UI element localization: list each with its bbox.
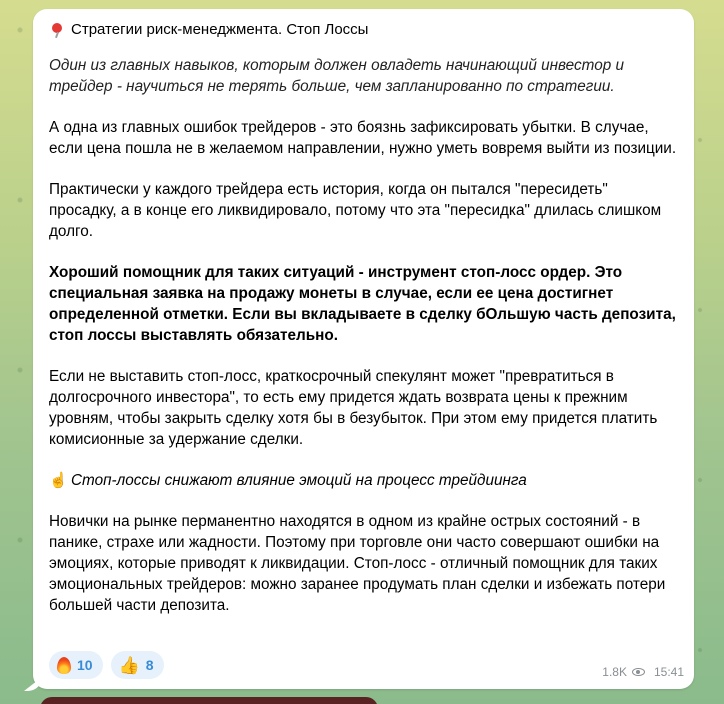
- eye-icon: [632, 668, 645, 676]
- reaction-thumbs-up[interactable]: [111, 651, 164, 679]
- pushpin-icon: [49, 22, 65, 38]
- message-meta: [602, 665, 684, 679]
- message-subheading-row: [49, 470, 678, 491]
- message-paragraph: Один из главных навыков, которым должен овладеть начинающий инвестор и трейдер - научиться не терять больше, чем запланированно по стратегии.: [49, 57, 624, 95]
- view-count: 1.8K: [602, 665, 627, 679]
- message-time: 15:41: [653, 665, 684, 679]
- reaction-count: 10: [77, 657, 93, 673]
- message-paragraph: А одна из главных ошибок трейдеров - это боязнь зафиксировать убытки. В случае, если цена пошла не в желаемом направлении, нужно уметь вовремя выйти из позиции.: [49, 119, 677, 157]
- message-paragraph-bold: Хороший помощник для таких ситуаций - инструмент стоп-лосс ордер. Это специальная заявка на продажу монеты в случае, если ее цена достигнет определенной отметки. Если вы вкладываете в сделку бОльшую часть депозита, стоп лоссы выставлять обязательно.: [49, 264, 676, 344]
- message-title: Стратегии риск-менеджмента. Стоп Лоссы: [71, 21, 369, 38]
- thumbs-up-icon: 👍: [118, 655, 140, 675]
- reaction-count: 8: [145, 657, 154, 673]
- reaction-fire[interactable]: [49, 651, 103, 679]
- fire-icon: [57, 657, 71, 674]
- pointing-up-hand-icon: ☝: [49, 472, 68, 489]
- message-paragraph: Новички на рынке перманентно находятся в одном из крайне острых состояний - в панике, страхе или жадности. Поэтому при торговле они часто совершают ошибки на эмоциях, которые приводят к ликвидации. Стоп-лосс - отличный помощник для таких эмоциональных трейдеров: можно заранее продумать план сделки и избежать потери большей части депозита.: [49, 513, 666, 614]
- message-title-row: [49, 20, 678, 40]
- message-bubble[interactable]: [33, 9, 694, 689]
- next-message-preview: [40, 697, 378, 704]
- message-paragraph: Если не выставить стоп-лосс, краткосрочный спекулянт может "превратиться в долгосрочного инвестора", то есть ему придется ждать возврата цены к прежним уровням, чтобы закрыть сделку хотя бы в безубыток. При этом ему придется платить комисионные за удержание сделки.: [49, 368, 658, 448]
- message-paragraph: Практически у каждого трейдера есть история, когда он пытался "пересидеть" просадку, а в конце его ликвидировало, потому что эта "пересидка" длилась слишком долго.: [49, 181, 662, 240]
- message-subheading: Стоп-лоссы снижают влияние эмоций на процесс трейдиинга: [71, 472, 527, 489]
- message-footer: [49, 651, 684, 679]
- reactions-bar: [49, 651, 164, 679]
